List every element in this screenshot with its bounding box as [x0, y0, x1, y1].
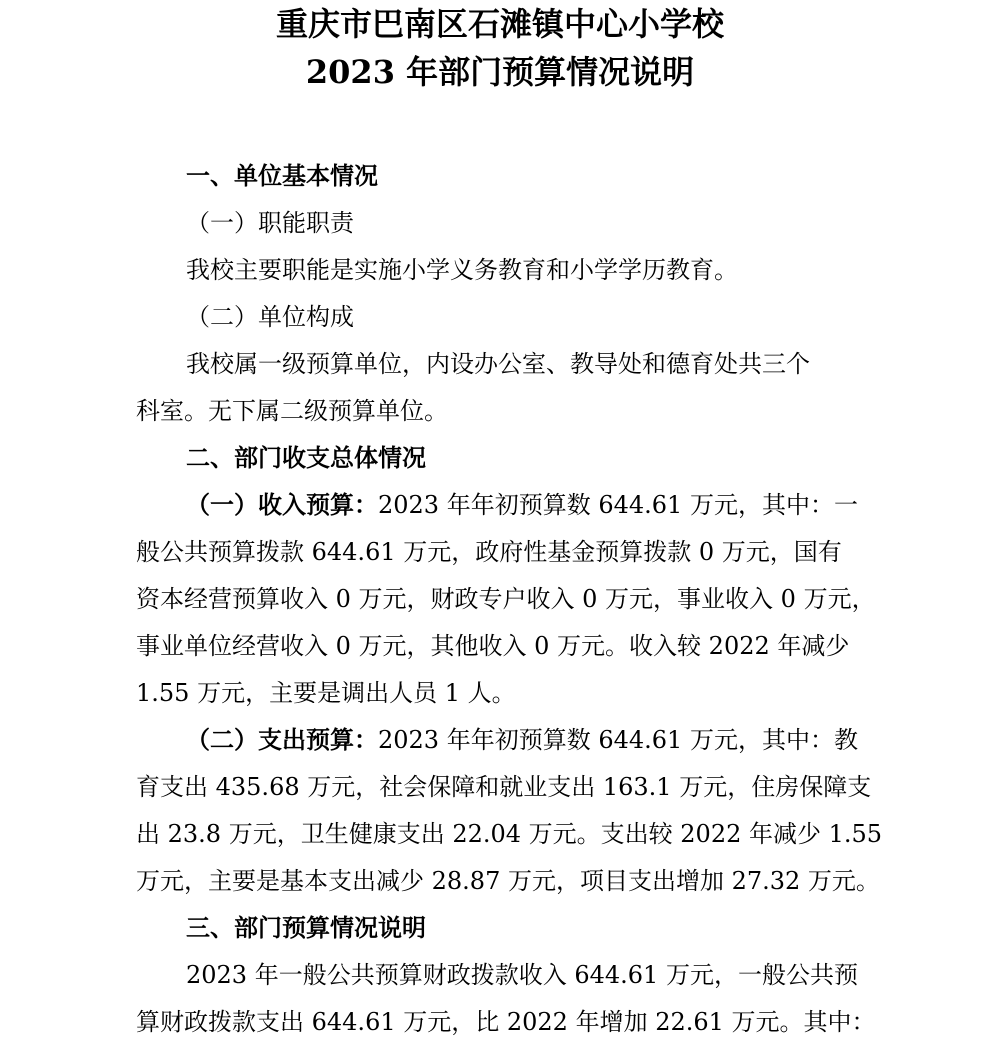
paragraph-line: 万元，主要是基本支出减少 28.87 万元，项目支出增加 27.32 万元。 — [136, 867, 880, 895]
paragraph-line-income — [186, 489, 858, 521]
section-heading-3: 三、部门预算情况说明 — [186, 913, 426, 942]
paragraph-line: 我校主要职能是实施小学义务教育和小学学历教育。 — [186, 256, 738, 284]
paragraph-line: 事业单位经营收入 0 万元，其他收入 0 万元。收入较 2022 年减少 — [136, 632, 850, 660]
expenditure-budget-text: 2023 年年初预算数 644.61 万元，其中：教 — [378, 726, 858, 754]
paragraph-line: 资本经营预算收入 0 万元，财政专户收入 0 万元，事业收入 0 万元， — [136, 585, 876, 613]
subsection-heading-functions: （一）职能职责 — [186, 209, 354, 237]
paragraph-line: 1.55 万元，主要是调出人员 1 人。 — [136, 679, 516, 707]
section-heading-2: 二、部门收支总体情况 — [186, 443, 426, 472]
document-title-line-1: 重庆市巴南区石滩镇中心小学校 — [275, 5, 724, 43]
paragraph-line-expenditure — [186, 724, 858, 756]
income-budget-label: （一）收入预算： — [186, 490, 378, 519]
income-budget-text: 2023 年年初预算数 644.61 万元，其中：一 — [378, 491, 858, 519]
paragraph-line: 我校属一级预算单位，内设办公室、教导处和德育处共三个 — [186, 350, 810, 378]
subsection-heading-composition: （二）单位构成 — [186, 303, 354, 331]
paragraph-line: 算财政拨款支出 644.61 万元，比 2022 年增加 22.61 万元。其中： — [136, 1008, 876, 1036]
paragraph-line: 般公共预算拨款 644.61 万元，政府性基金预算拨款 0 万元，国有 — [136, 538, 842, 566]
paragraph-line: 2023 年一般公共预算财政拨款收入 644.61 万元，一般公共预 — [186, 961, 858, 989]
document-title-line-2: 2023 年部门预算情况说明 — [305, 53, 695, 91]
section-heading-1: 一、单位基本情况 — [186, 161, 378, 190]
paragraph-line: 育支出 435.68 万元，社会保障和就业支出 163.1 万元，住房保障支 — [136, 773, 872, 801]
expenditure-budget-label: （二）支出预算： — [186, 725, 378, 754]
paragraph-line: 出 23.8 万元，卫生健康支出 22.04 万元。支出较 2022 年减少 1.55 — [136, 820, 883, 848]
paragraph-line: 科室。无下属二级预算单位。 — [136, 397, 448, 425]
